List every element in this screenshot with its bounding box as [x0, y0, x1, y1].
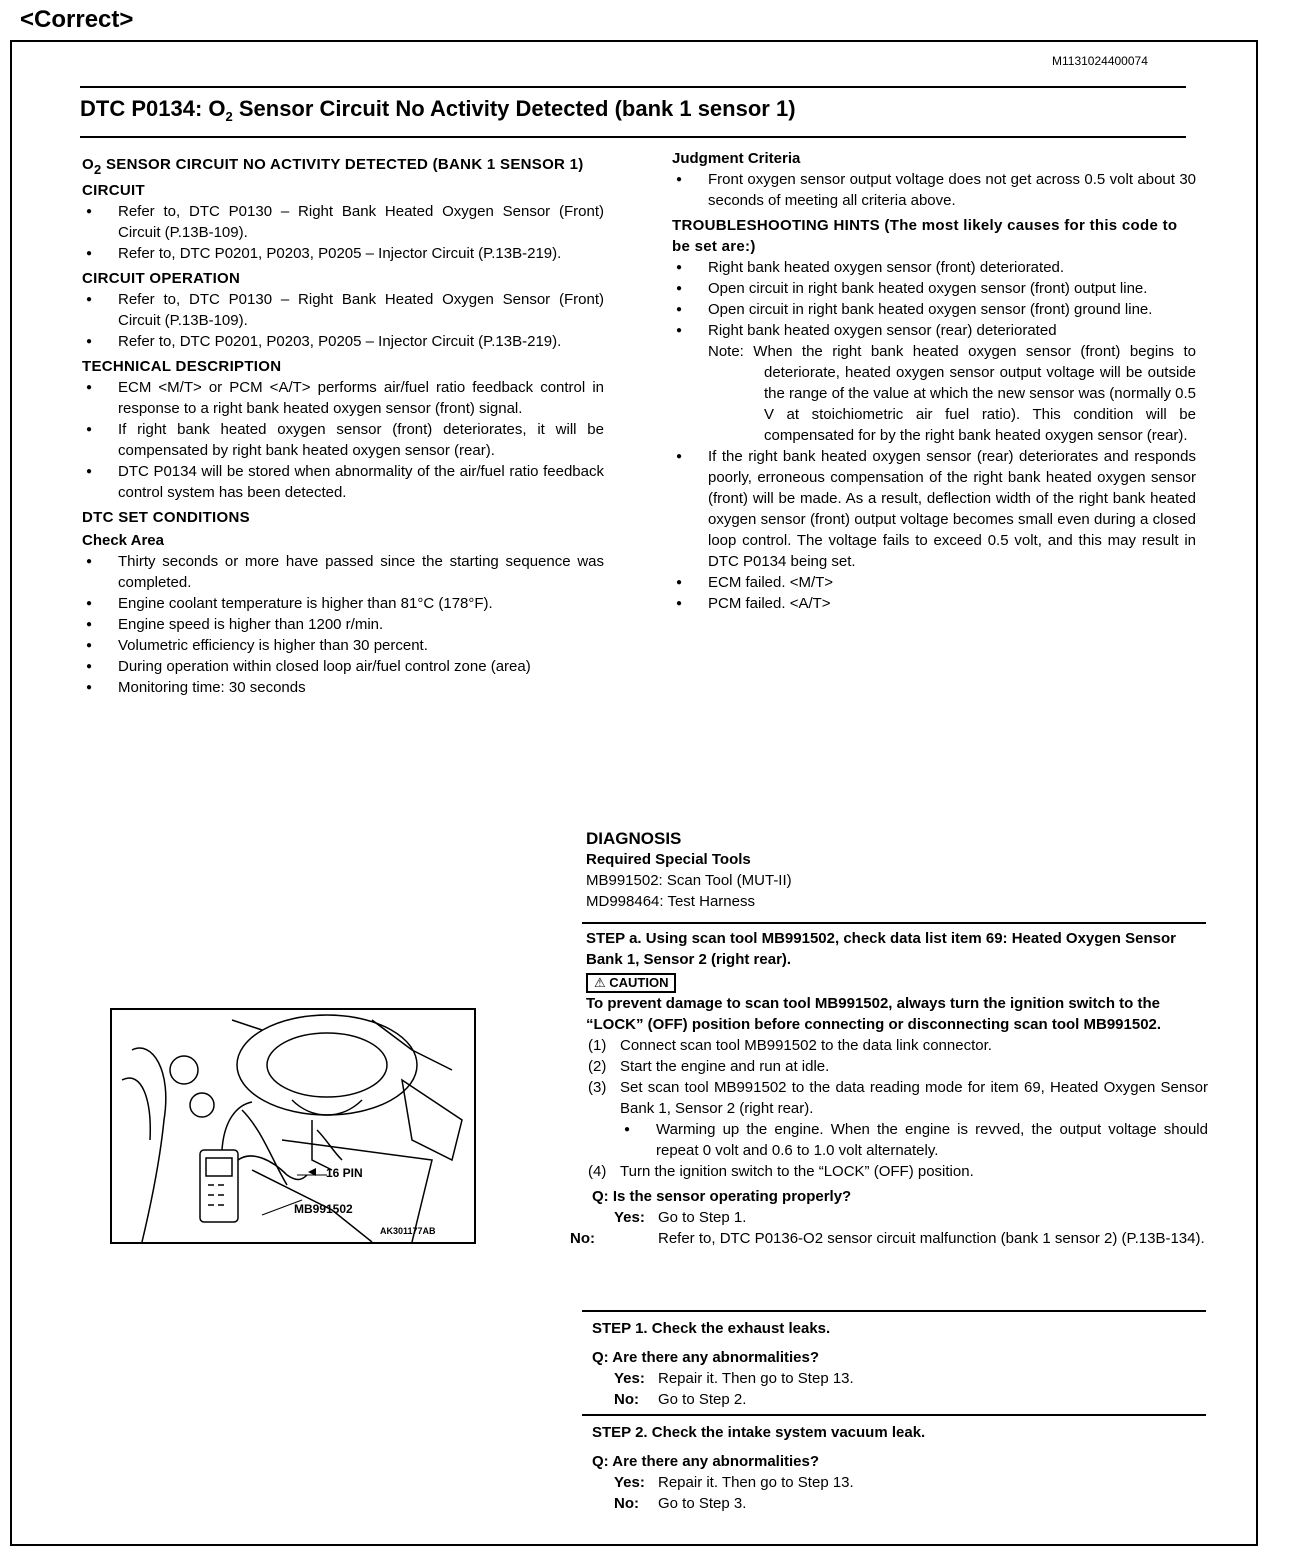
- step-1-title: STEP 1. Check the exhaust leaks.: [592, 1320, 831, 1337]
- page-title: DTC P0134: $O_2$ Sensor Circuit No Activity Detected (bank 1 sensor 1): [80, 96, 796, 124]
- list-item: ● Open circuit in right bank heated oxygen sensor (front) output line.: [672, 278, 1196, 299]
- list-item: ● Engine coolant temperature is higher than 81°C (178°F).: [82, 593, 604, 614]
- question: Q: Are there any abnormalities?: [592, 1349, 820, 1366]
- diagnosis-heading: DIAGNOSIS: [586, 829, 682, 848]
- section-heading: O2 SENSOR CIRCUIT NO ACTIVITY DETECTED (BANK 1 SENSOR 1) CIRCUIT: [82, 156, 584, 199]
- list-item: ● Engine speed is higher than 1200 r/min.: [82, 614, 604, 635]
- dashboard-illustration: [112, 1010, 474, 1242]
- top-rule: [80, 86, 1186, 88]
- step-1-rule: [582, 1310, 1206, 1312]
- list-item: ● DTC P0134 will be stored when abnormality of the air/fuel ratio feedback control system has been detected.: [82, 461, 604, 503]
- tool-item: MB991502: Scan Tool (MUT-II): [586, 872, 792, 889]
- step-2: [586, 1422, 1208, 1514]
- step-1: [586, 1318, 1208, 1410]
- answer-no: No: Go to Step 3.: [614, 1495, 747, 1512]
- list-item: ● Right bank heated oxygen sensor (front) deteriorated.: [672, 257, 1196, 278]
- step-item: (2) Start the engine and run at idle.: [588, 1058, 830, 1075]
- list-item: ● During operation within closed loop air/fuel control zone (area): [82, 656, 604, 677]
- corner-label: <Correct>: [20, 6, 134, 33]
- sub-heading: Judgment Criteria: [672, 150, 801, 167]
- list-item: ● Refer to, DTC P0201, P0203, P0205 – Injector Circuit (P.13B-219).: [82, 243, 604, 264]
- answer-yes: Yes: Repair it. Then go to Step 13.: [614, 1474, 854, 1491]
- step-a: [570, 928, 1208, 1249]
- list-item: ● Monitoring time: 30 seconds: [82, 677, 604, 698]
- answer-yes: Yes: Go to Step 1.: [614, 1209, 747, 1226]
- step-a-rule: [582, 922, 1206, 924]
- note: Note: When the right bank heated oxygen sensor (front) begins to deteriorate, heated oxygen sensor output voltage will be outside the range of the value at which the new sensor was (normally 0.5 V at stoichiometric air fuel ratio). This condition will be compensated for by the right bank heated oxygen sensor (rear).: [708, 343, 1196, 444]
- list-item: ● Thirty seconds or more have passed since the starting sequence was completed.: [82, 551, 604, 593]
- answer-yes: Yes: Repair it. Then go to Step 13.: [614, 1370, 854, 1387]
- list-item: ● Open circuit in right bank heated oxygen sensor (front) ground line.: [672, 299, 1196, 320]
- section-heading: TROUBLESHOOTING HINTS (The most likely causes for this code to be set are:): [672, 217, 1178, 255]
- figure-code: AK301177AB: [380, 1226, 436, 1236]
- step-item: (1) Connect scan tool MB991502 to the data link connector.: [588, 1037, 992, 1054]
- section-heading: CIRCUIT OPERATION: [82, 270, 241, 287]
- list-item: ● Right bank heated oxygen sensor (rear) deteriorated: [672, 320, 1196, 341]
- answer-no: No: Refer to, DTC P0136-O2 sensor circuit malfunction (bank 1 sensor 2) (P.13B-134).: [570, 1230, 1205, 1247]
- list-item: ● Front oxygen sensor output voltage does not get across 0.5 volt about 30 seconds of meeting all criteria above.: [672, 169, 1196, 211]
- list-item: ● Refer to, DTC P0201, P0203, P0205 – Injector Circuit (P.13B-219).: [82, 331, 604, 352]
- list-item: ● If the right bank heated oxygen sensor (rear) deteriorates and responds poorly, erroneous compensation of the right bank heated oxygen sensor (front) will be made. As a result, deflection width of the right bank heated oxygen sensor (front) output voltage becomes small even during a closed loop control. The voltage fails to exceed 0.5 volt, and this may result in DTC P0134 being set.: [672, 446, 1196, 572]
- list-item: ● Warming up the engine. When the engine is revved, the output voltage should repeat 0 volt and 0.6 to 1.0 volt alternately.: [620, 1119, 1208, 1161]
- list-item: ● ECM failed. <M/T>: [672, 572, 1196, 593]
- step-a-title: STEP a. Using scan tool MB991502, check data list item 69: Heated Oxygen Sensor Bank 1, Sensor 2 (right rear).: [586, 930, 1176, 968]
- list-item: ● If right bank heated oxygen sensor (front) deteriorates, it will be compensated by right bank heated oxygen sensor (rear).: [82, 419, 604, 461]
- list-item: ● Refer to, DTC P0130 – Right Bank Heated Oxygen Sensor (Front) Circuit (P.13B-109).: [82, 201, 604, 243]
- title-rule: [80, 136, 1186, 138]
- list-item: ● Volumetric efficiency is higher than 30 percent.: [82, 635, 604, 656]
- list-item: ● PCM failed. <A/T>: [672, 593, 1196, 614]
- question: Q: Are there any abnormalities?: [592, 1453, 820, 1470]
- diagnosis-section: [586, 828, 1208, 912]
- section-heading: TECHNICAL DESCRIPTION: [82, 358, 282, 375]
- step-item: (3) Set scan tool MB991502 to the data reading mode for item 69, Heated Oxygen Sensor Bank 1, Sensor 2 (right rear).: [588, 1079, 1208, 1117]
- document-id: M1131024400074: [1052, 54, 1148, 68]
- list-item: ● ECM <M/T> or PCM <A/T> performs air/fuel ratio feedback control in response to a right bank heated oxygen sensor (front) signal.: [82, 377, 604, 419]
- step-2-rule: [582, 1414, 1206, 1416]
- sub-heading: Check Area: [82, 532, 164, 549]
- caution-text: To prevent damage to scan tool MB991502, always turn the ignition switch to the “LOCK” (OFF) position before connecting or disconnecting scan tool MB991502.: [586, 995, 1162, 1033]
- scan-tool-connection-figure: [110, 1008, 476, 1244]
- step-2-title: STEP 2. Check the intake system vacuum leak.: [592, 1424, 926, 1441]
- answer-no: No: Go to Step 2.: [614, 1391, 747, 1408]
- section-heading: DTC SET CONDITIONS: [82, 509, 250, 526]
- tools-heading: Required Special Tools: [586, 851, 751, 868]
- pin-label: 16 PIN: [326, 1166, 363, 1180]
- question: Q: Is the sensor operating properly?: [592, 1188, 852, 1205]
- caution-label: ⚠ CAUTION: [586, 973, 676, 993]
- step-item: (4) Turn the ignition switch to the “LOCK” (OFF) position.: [588, 1163, 974, 1180]
- list-item: ● Refer to, DTC P0130 – Right Bank Heated Oxygen Sensor (Front) Circuit (P.13B-109).: [82, 289, 604, 331]
- tool-item: MD998464: Test Harness: [586, 893, 755, 910]
- right-column: [672, 146, 1196, 614]
- left-column: [82, 150, 604, 698]
- tool-label: MB991502: [294, 1202, 353, 1216]
